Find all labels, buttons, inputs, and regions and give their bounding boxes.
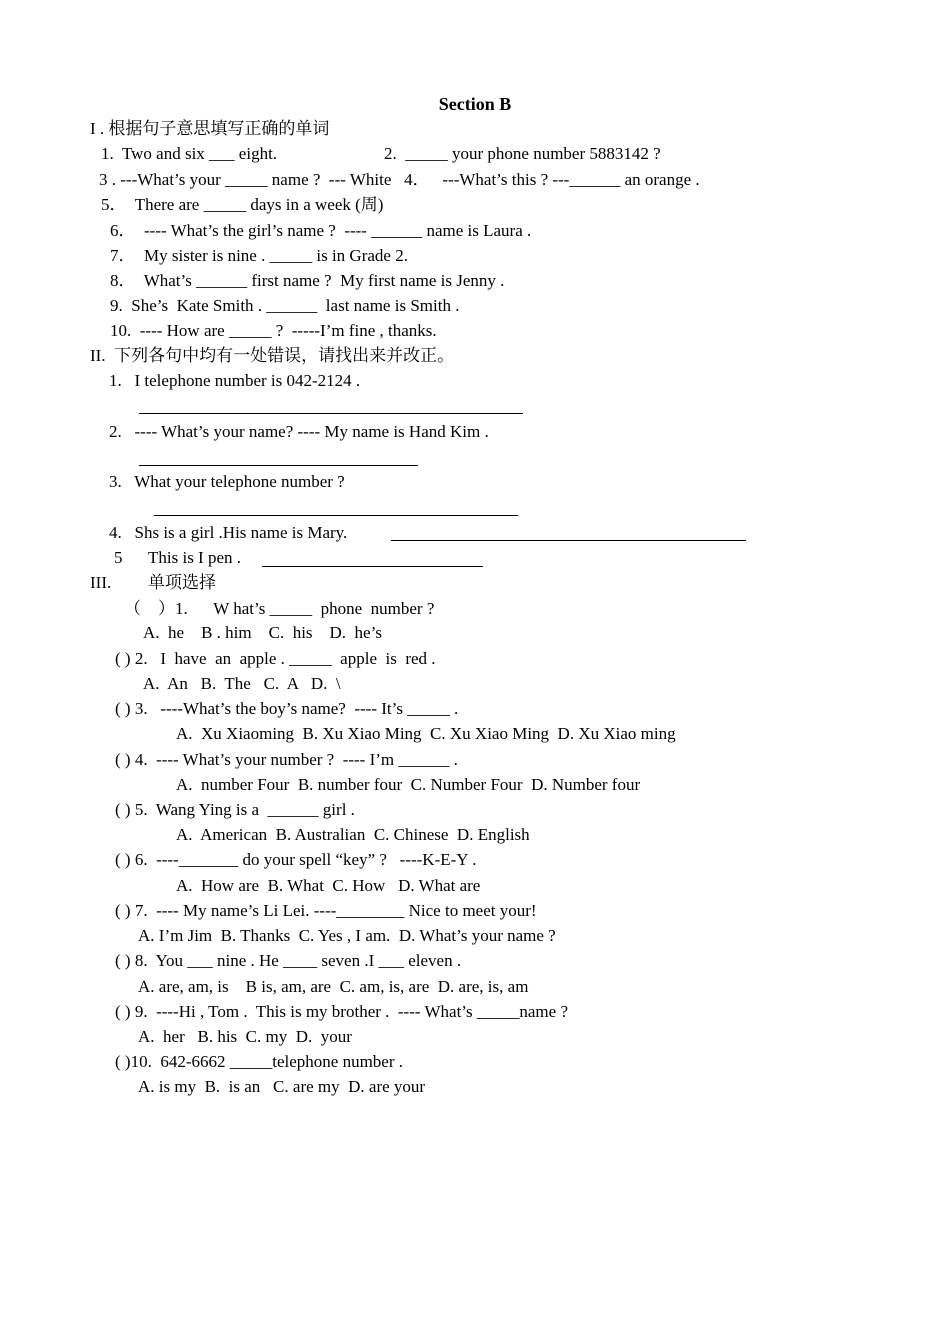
s3-question-9-options: A. her B. his C. my D. your	[138, 1027, 352, 1046]
s3-question-9: ( ) 9. ----Hi , Tom . This is my brother . ---- What’s _____name ?	[115, 1002, 568, 1021]
s2-answer-line-5	[262, 566, 483, 567]
s2-question-4: 4. Shs is a girl .His name is Mary.	[109, 523, 348, 542]
section-3-heading: 单项选择	[148, 573, 216, 592]
s3-question-2-options: A. An B. The C. A D. \	[143, 674, 341, 693]
s3-question-2: ( ) 2. I have an apple . _____ apple is red .	[115, 649, 436, 668]
s3-question-5-options: A. American B. Australian C. Chinese D. English	[176, 825, 530, 844]
s3-question-5: ( ) 5. Wang Ying is a ______ girl .	[115, 800, 355, 819]
s1-question-8: 8． What’s ______ first name ? My first name is Jenny .	[110, 271, 505, 290]
s3-question-10: ( )10. 642-6662 _____telephone number .	[115, 1052, 403, 1071]
s2-question-1: 1. I telephone number is 042-2124 .	[109, 371, 361, 390]
s3-question-4-options: A. number Four B. number four C. Number Four D. Number four	[176, 775, 641, 794]
s1-question-10: 10. ---- How are _____ ? -----I’m fine , thanks.	[110, 321, 437, 340]
s2-answer-line-4	[391, 540, 746, 541]
section-1-heading: I . 根据句子意思填写正确的单词	[90, 119, 330, 138]
s3-question-4: ( ) 4. ---- What’s your number ? ---- I’m ______ .	[115, 750, 458, 769]
s3-question-10-options: A. is my B. is an C. are my D. are your	[138, 1077, 426, 1096]
s3-question-1-options: A. he B . him C. his D. he’s	[143, 623, 382, 642]
s3-question-6-options: A. How are B. What C. How D. What are	[176, 876, 481, 895]
s2-question-5: This is I pen .	[148, 548, 242, 567]
s3-question-7: ( ) 7. ---- My name’s Li Lei. ----________ Nice to meet your!	[115, 901, 537, 920]
section-3-heading-number: III.	[90, 573, 112, 592]
s1-question-2: 2. _____ your phone number 5883142 ?	[384, 144, 661, 163]
s3-question-8: ( ) 8. You ___ nine . He ____ seven .I ___ eleven .	[115, 951, 462, 970]
s1-question-1: 1. Two and six ___ eight.	[101, 144, 278, 163]
s2-answer-line-1	[139, 413, 523, 414]
section-2-heading: II. 下列各句中均有一处错误，请找出来并改正。	[90, 346, 455, 365]
s3-question-6: ( ) 6. ----_______ do your spell “key” ? ----K-E-Y .	[115, 850, 477, 869]
s2-answer-line-3	[154, 515, 518, 516]
s1-question-9: 9. She’s Kate Smith . ______ last name is Smith .	[110, 296, 460, 315]
s3-question-1: （ ）1. W hat’s _____ phone number ?	[124, 599, 435, 618]
s3-question-3-options: A. Xu Xiaoming B. Xu Xiao Ming C. Xu Xiao Ming D. Xu Xiao ming	[176, 724, 676, 743]
s2-question-3: 3. What your telephone number ?	[109, 472, 345, 491]
s3-question-3: ( ) 3. ----What’s the boy’s name? ---- It’s _____ .	[115, 699, 459, 718]
s2-question-5-number: 5	[114, 548, 123, 567]
s2-question-2: 2. ---- What’s your name? ---- My name is Hand Kim .	[109, 422, 489, 441]
s1-question-5: 5． There are _____ days in a week (周)	[101, 195, 384, 214]
s1-question-6: 6． ---- What’s the girl’s name ? ---- ______ name is Laura .	[110, 221, 532, 240]
s3-question-7-options: A. I’m Jim B. Thanks C. Yes , I am. D. What’s your name ?	[138, 926, 556, 945]
s1-question-7: 7． My sister is nine . _____ is in Grade 2.	[110, 246, 408, 265]
s3-question-8-options: A. are, am, is B is, am, are C. am, is, are D. are, is, am	[138, 977, 529, 996]
s2-answer-line-2	[139, 465, 418, 466]
page-title: Section B	[438, 94, 512, 114]
s1-question-3-4: 3 . ---What’s your _____ name ? --- White 4． ---What’s this ? ---______ an orange .	[99, 170, 700, 189]
